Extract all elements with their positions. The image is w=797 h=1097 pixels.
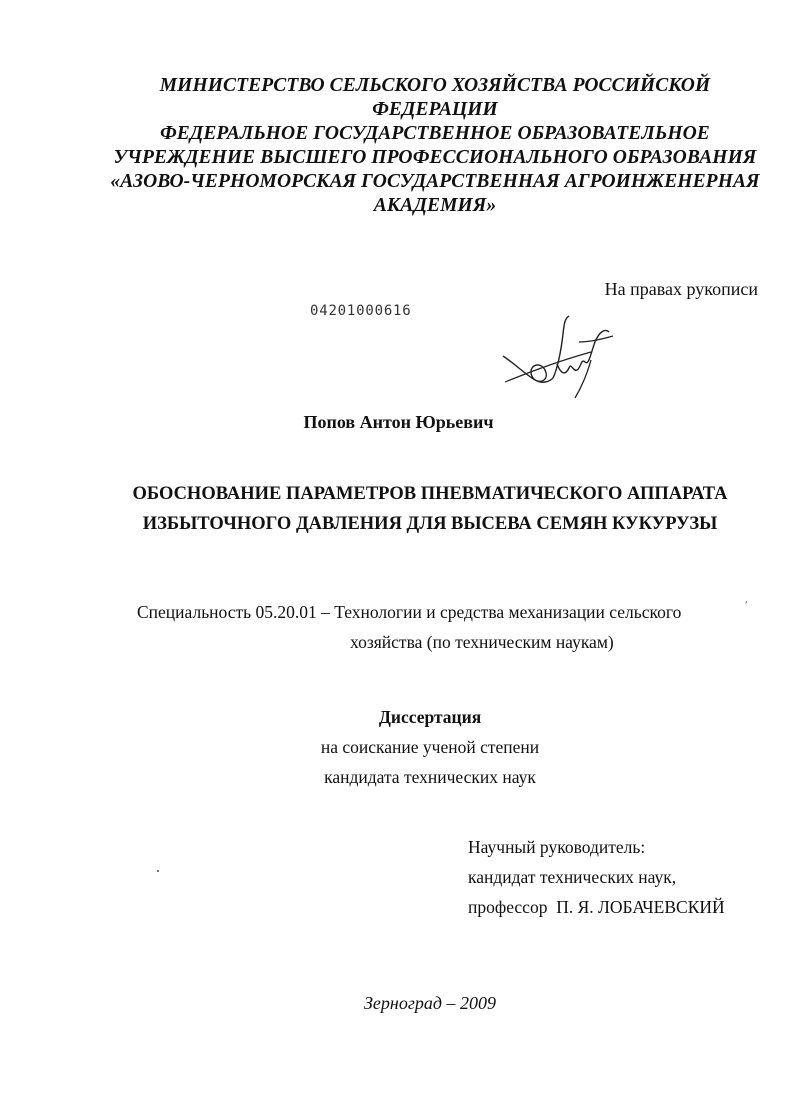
header-line: ФЕДЕРАЦИИ [372,99,498,120]
header-line: УЧРЕЖДЕНИЕ ВЫСШЕГО ПРОФЕССИОНАЛЬНОГО ОБРАЗОВАНИЯ [113,147,757,168]
specialty-block [137,597,737,657]
degree-line: на соискание ученой степени [320,737,540,757]
author-signature [495,312,625,402]
supervisor-name: профессор П. Я. ЛОБАЧЕВСКИЙ [468,897,725,917]
supervisor-block [468,832,768,922]
manuscript-rights-note: На правах рукописи [604,279,758,299]
registration-code: 04201000616 [310,303,412,319]
specialty-line: Специальность 05.20.01 – Технологии и средства механизации сельского [137,602,682,622]
title-line: ОБОСНОВАНИЕ ПАРАМЕТРОВ ПНЕВМАТИЧЕСКОГО АППАРАТА [132,484,728,504]
title-line: ИЗБЫТОЧНОГО ДАВЛЕНИЯ ДЛЯ ВЫСЕВА СЕМЯН КУКУРУЗЫ [142,514,718,534]
supervisor-label: Научный руководитель: [468,837,646,857]
dissertation-title [80,479,780,539]
institution-header [100,74,770,218]
specialty-line: хозяйства (по техническим наукам) [350,632,614,652]
dissertation-heading: Диссертация [378,707,482,727]
author-name: Попов Антон Юрьевич [303,412,494,432]
scan-artifact: ʹ [745,598,748,612]
city-year: Зерноград – 2009 [364,993,496,1013]
degree-line: кандидата технических наук [324,767,536,787]
header-line: МИНИСТЕРСТВО СЕЛЬСКОГО ХОЗЯЙСТВА РОССИЙСКОЙ [159,75,711,96]
header-line: АКАДЕМИЯ» [373,195,497,216]
scan-artifact-dot [157,870,159,872]
header-line: «АЗОВО-ЧЕРНОМОРСКАЯ ГОСУДАРСТВЕННАЯ АГРОИНЖЕНЕРНАЯ [110,171,760,192]
header-line: ФЕДЕРАЛЬНОЕ ГОСУДАРСТВЕННОЕ ОБРАЗОВАТЕЛЬНОЕ [160,123,710,144]
degree-block [230,702,630,792]
supervisor-degree: кандидат технических наук, [468,867,677,887]
